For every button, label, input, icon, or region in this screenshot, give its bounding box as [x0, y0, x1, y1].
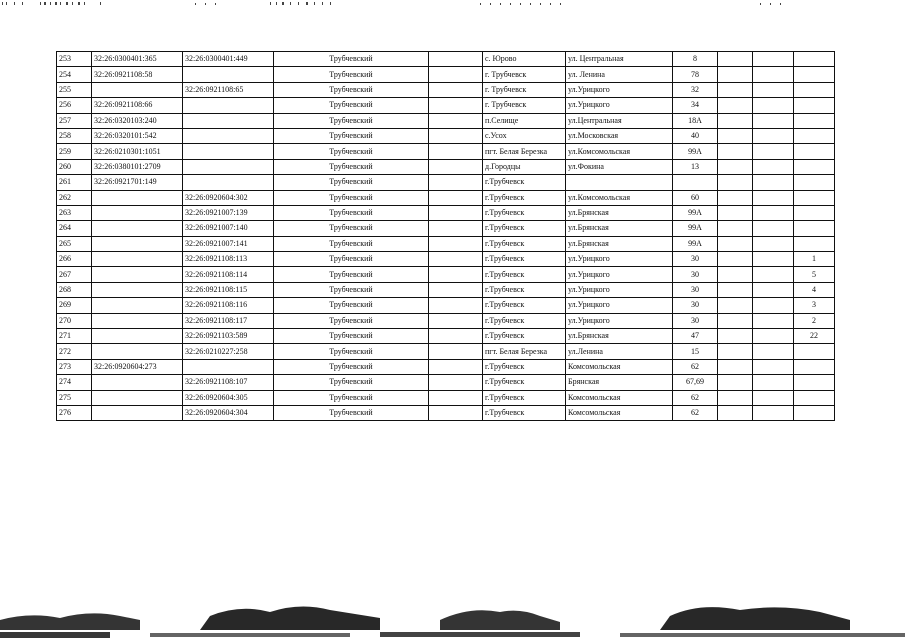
cadastral-number-cell — [92, 236, 183, 251]
empty-cell — [753, 144, 794, 159]
empty-cell — [753, 236, 794, 251]
cadastral-number-cell: 32:26:0921108:66 — [92, 98, 183, 113]
empty-cell — [429, 375, 483, 390]
row-number-cell: 270 — [57, 313, 92, 328]
empty-cell — [429, 329, 483, 344]
row-number-cell: 258 — [57, 128, 92, 143]
cadastral-number-cell: 32:26:0921108:58 — [92, 67, 183, 82]
empty-cell — [718, 159, 753, 174]
cadastral-number-cell: 32:26:0210301:1051 — [92, 144, 183, 159]
cadastral-number-cell — [92, 205, 183, 220]
locality-cell: г. Трубчевск — [483, 67, 566, 82]
registry-table — [56, 51, 835, 421]
street-cell: ул. Центральная — [566, 52, 673, 67]
row-number-cell: 261 — [57, 175, 92, 190]
street-cell: ул.Брянская — [566, 205, 673, 220]
house-number-cell: 99А — [673, 144, 718, 159]
cadastral-number-cell — [92, 329, 183, 344]
table-row — [57, 67, 835, 82]
row-number-cell: 255 — [57, 82, 92, 97]
empty-cell — [718, 175, 753, 190]
locality-cell: г.Трубчевск — [483, 175, 566, 190]
house-number-cell: 30 — [673, 298, 718, 313]
locality-cell: г.Трубчевск — [483, 282, 566, 297]
empty-cell — [753, 190, 794, 205]
row-number-cell: 257 — [57, 113, 92, 128]
street-cell: ул.Урицкого — [566, 252, 673, 267]
apartment-number-cell — [794, 159, 835, 174]
table-row — [57, 313, 835, 328]
district-cell: Трубчевский — [274, 205, 429, 220]
cadastral-number-alt-cell: 32:26:0921108:114 — [183, 267, 274, 282]
table-row — [57, 190, 835, 205]
empty-cell — [429, 236, 483, 251]
empty-cell — [429, 252, 483, 267]
street-cell: ул.Центральная — [566, 113, 673, 128]
house-number-cell: 62 — [673, 390, 718, 405]
cadastral-number-alt-cell — [183, 67, 274, 82]
table-row — [57, 52, 835, 67]
cadastral-number-cell: 32:26:0300401:365 — [92, 52, 183, 67]
empty-cell — [718, 359, 753, 374]
apartment-number-cell — [794, 344, 835, 359]
empty-cell — [718, 252, 753, 267]
empty-cell — [429, 113, 483, 128]
empty-cell — [718, 98, 753, 113]
empty-cell — [429, 298, 483, 313]
house-number-cell: 18А — [673, 113, 718, 128]
row-number-cell: 267 — [57, 267, 92, 282]
row-number-cell: 266 — [57, 252, 92, 267]
scan-noise-top — [0, 0, 905, 8]
cadastral-number-cell: 32:26:0920604:273 — [92, 359, 183, 374]
cadastral-number-alt-cell — [183, 175, 274, 190]
empty-cell — [753, 128, 794, 143]
table-row — [57, 252, 835, 267]
district-cell: Трубчевский — [274, 252, 429, 267]
table-row — [57, 221, 835, 236]
house-number-cell: 62 — [673, 359, 718, 374]
locality-cell: с. Юрово — [483, 52, 566, 67]
empty-cell — [753, 298, 794, 313]
row-number-cell: 265 — [57, 236, 92, 251]
table-row — [57, 359, 835, 374]
empty-cell — [429, 52, 483, 67]
empty-cell — [429, 190, 483, 205]
district-cell: Трубчевский — [274, 159, 429, 174]
cadastral-number-alt-cell — [183, 159, 274, 174]
house-number-cell: 30 — [673, 313, 718, 328]
district-cell: Трубчевский — [274, 190, 429, 205]
cadastral-number-alt-cell: 32:26:0920604:302 — [183, 190, 274, 205]
row-number-cell: 264 — [57, 221, 92, 236]
house-number-cell: 30 — [673, 252, 718, 267]
locality-cell: г.Трубчевск — [483, 375, 566, 390]
apartment-number-cell — [794, 205, 835, 220]
apartment-number-cell — [794, 190, 835, 205]
apartment-number-cell — [794, 144, 835, 159]
district-cell: Трубчевский — [274, 313, 429, 328]
cadastral-number-alt-cell: 32:26:0300401:449 — [183, 52, 274, 67]
empty-cell — [718, 298, 753, 313]
house-number-cell: 34 — [673, 98, 718, 113]
street-cell: ул.Комсомольская — [566, 144, 673, 159]
street-cell: Комсомольская — [566, 405, 673, 420]
locality-cell: пгт. Белая Березка — [483, 144, 566, 159]
cadastral-number-alt-cell — [183, 128, 274, 143]
cadastral-number-cell — [92, 190, 183, 205]
empty-cell — [718, 329, 753, 344]
empty-cell — [718, 282, 753, 297]
apartment-number-cell: 4 — [794, 282, 835, 297]
cadastral-number-alt-cell: 32:26:0921007:140 — [183, 221, 274, 236]
street-cell: ул.Ленина — [566, 344, 673, 359]
house-number-cell: 78 — [673, 67, 718, 82]
street-cell: ул.Фокина — [566, 159, 673, 174]
table-row — [57, 205, 835, 220]
row-number-cell: 271 — [57, 329, 92, 344]
district-cell: Трубчевский — [274, 405, 429, 420]
empty-cell — [718, 313, 753, 328]
empty-cell — [718, 144, 753, 159]
house-number-cell: 60 — [673, 190, 718, 205]
empty-cell — [753, 267, 794, 282]
cadastral-number-alt-cell: 32:26:0921108:113 — [183, 252, 274, 267]
empty-cell — [429, 67, 483, 82]
street-cell: Комсомольская — [566, 390, 673, 405]
house-number-cell — [673, 175, 718, 190]
cadastral-number-cell — [92, 267, 183, 282]
empty-cell — [718, 221, 753, 236]
district-cell: Трубчевский — [274, 298, 429, 313]
empty-cell — [753, 113, 794, 128]
table-row — [57, 282, 835, 297]
cadastral-number-alt-cell: 32:26:0921108:107 — [183, 375, 274, 390]
cadastral-number-alt-cell: 32:26:0920604:305 — [183, 390, 274, 405]
cadastral-number-alt-cell: 32:26:0921007:141 — [183, 236, 274, 251]
empty-cell — [429, 282, 483, 297]
empty-cell — [429, 128, 483, 143]
street-cell: Брянская — [566, 375, 673, 390]
empty-cell — [753, 405, 794, 420]
house-number-cell: 99А — [673, 221, 718, 236]
apartment-number-cell — [794, 359, 835, 374]
apartment-number-cell: 3 — [794, 298, 835, 313]
locality-cell: г.Трубчевск — [483, 313, 566, 328]
locality-cell: г. Трубчевск — [483, 98, 566, 113]
street-cell: ул.Брянская — [566, 329, 673, 344]
apartment-number-cell — [794, 375, 835, 390]
empty-cell — [753, 159, 794, 174]
cadastral-number-alt-cell — [183, 98, 274, 113]
table-row — [57, 267, 835, 282]
empty-cell — [753, 221, 794, 236]
empty-cell — [718, 405, 753, 420]
cadastral-number-alt-cell — [183, 113, 274, 128]
empty-cell — [429, 359, 483, 374]
empty-cell — [753, 329, 794, 344]
apartment-number-cell — [794, 113, 835, 128]
apartment-number-cell: 22 — [794, 329, 835, 344]
cadastral-number-alt-cell — [183, 359, 274, 374]
locality-cell: г. Трубчевск — [483, 82, 566, 97]
cadastral-number-alt-cell: 32:26:0210227:258 — [183, 344, 274, 359]
empty-cell — [753, 98, 794, 113]
street-cell: Комсомольская — [566, 359, 673, 374]
empty-cell — [429, 159, 483, 174]
house-number-cell: 47 — [673, 329, 718, 344]
empty-cell — [753, 344, 794, 359]
apartment-number-cell — [794, 390, 835, 405]
empty-cell — [753, 67, 794, 82]
row-number-cell: 259 — [57, 144, 92, 159]
house-number-cell: 13 — [673, 159, 718, 174]
locality-cell: д.Городцы — [483, 159, 566, 174]
cadastral-number-cell — [92, 82, 183, 97]
empty-cell — [753, 252, 794, 267]
district-cell: Трубчевский — [274, 82, 429, 97]
empty-cell — [753, 313, 794, 328]
district-cell: Трубчевский — [274, 344, 429, 359]
cadastral-number-alt-cell: 32:26:0920604:304 — [183, 405, 274, 420]
locality-cell: г.Трубчевск — [483, 267, 566, 282]
empty-cell — [753, 375, 794, 390]
apartment-number-cell — [794, 405, 835, 420]
empty-cell — [429, 405, 483, 420]
apartment-number-cell — [794, 82, 835, 97]
house-number-cell: 99А — [673, 205, 718, 220]
locality-cell: п.Селище — [483, 113, 566, 128]
house-number-cell: 62 — [673, 405, 718, 420]
locality-cell: г.Трубчевск — [483, 359, 566, 374]
apartment-number-cell — [794, 52, 835, 67]
district-cell: Трубчевский — [274, 282, 429, 297]
empty-cell — [718, 128, 753, 143]
cadastral-number-alt-cell: 32:26:0921108:115 — [183, 282, 274, 297]
cadastral-number-cell — [92, 390, 183, 405]
empty-cell — [429, 313, 483, 328]
table-row — [57, 144, 835, 159]
empty-cell — [753, 82, 794, 97]
district-cell: Трубчевский — [274, 221, 429, 236]
row-number-cell: 260 — [57, 159, 92, 174]
locality-cell: г.Трубчевск — [483, 221, 566, 236]
house-number-cell: 32 — [673, 82, 718, 97]
row-number-cell: 276 — [57, 405, 92, 420]
table-row — [57, 98, 835, 113]
street-cell: ул.Брянская — [566, 221, 673, 236]
street-cell — [566, 175, 673, 190]
table-row — [57, 390, 835, 405]
apartment-number-cell — [794, 98, 835, 113]
house-number-cell: 40 — [673, 128, 718, 143]
empty-cell — [718, 236, 753, 251]
empty-cell — [718, 52, 753, 67]
street-cell: ул.Урицкого — [566, 282, 673, 297]
table-row — [57, 159, 835, 174]
cadastral-number-cell — [92, 344, 183, 359]
empty-cell — [753, 359, 794, 374]
empty-cell — [429, 221, 483, 236]
house-number-cell: 30 — [673, 282, 718, 297]
apartment-number-cell: 2 — [794, 313, 835, 328]
row-number-cell: 272 — [57, 344, 92, 359]
district-cell: Трубчевский — [274, 128, 429, 143]
empty-cell — [753, 282, 794, 297]
district-cell: Трубчевский — [274, 375, 429, 390]
empty-cell — [718, 113, 753, 128]
district-cell: Трубчевский — [274, 267, 429, 282]
district-cell: Трубчевский — [274, 67, 429, 82]
table-row — [57, 298, 835, 313]
table-row — [57, 405, 835, 420]
row-number-cell: 253 — [57, 52, 92, 67]
locality-cell: г.Трубчевск — [483, 329, 566, 344]
apartment-number-cell — [794, 128, 835, 143]
apartment-number-cell: 1 — [794, 252, 835, 267]
empty-cell — [753, 52, 794, 67]
street-cell: ул.Брянская — [566, 236, 673, 251]
apartment-number-cell: 5 — [794, 267, 835, 282]
locality-cell: г.Трубчевск — [483, 252, 566, 267]
empty-cell — [753, 205, 794, 220]
cadastral-number-alt-cell — [183, 144, 274, 159]
row-number-cell: 274 — [57, 375, 92, 390]
row-number-cell: 275 — [57, 390, 92, 405]
house-number-cell: 15 — [673, 344, 718, 359]
apartment-number-cell — [794, 236, 835, 251]
district-cell: Трубчевский — [274, 236, 429, 251]
district-cell: Трубчевский — [274, 52, 429, 67]
street-cell: ул.Урицкого — [566, 313, 673, 328]
empty-cell — [429, 205, 483, 220]
row-number-cell: 262 — [57, 190, 92, 205]
cadastral-number-cell — [92, 375, 183, 390]
row-number-cell: 273 — [57, 359, 92, 374]
cadastral-number-alt-cell: 32:26:0921007:139 — [183, 205, 274, 220]
house-number-cell: 30 — [673, 267, 718, 282]
cadastral-number-alt-cell: 32:26:0921108:116 — [183, 298, 274, 313]
apartment-number-cell — [794, 221, 835, 236]
row-number-cell: 268 — [57, 282, 92, 297]
scan-noise-bottom — [0, 590, 905, 640]
row-number-cell: 256 — [57, 98, 92, 113]
empty-cell — [718, 375, 753, 390]
empty-cell — [429, 267, 483, 282]
table-row — [57, 128, 835, 143]
table-row — [57, 175, 835, 190]
empty-cell — [718, 82, 753, 97]
empty-cell — [718, 267, 753, 282]
district-cell: Трубчевский — [274, 359, 429, 374]
street-cell: ул.Комсомольская — [566, 190, 673, 205]
cadastral-number-cell — [92, 252, 183, 267]
district-cell: Трубчевский — [274, 329, 429, 344]
table-row — [57, 375, 835, 390]
district-cell: Трубчевский — [274, 390, 429, 405]
empty-cell — [718, 205, 753, 220]
locality-cell: г.Трубчевск — [483, 390, 566, 405]
table-row — [57, 236, 835, 251]
empty-cell — [429, 82, 483, 97]
house-number-cell: 8 — [673, 52, 718, 67]
table-row — [57, 344, 835, 359]
cadastral-number-cell: 32:26:0320103:240 — [92, 113, 183, 128]
empty-cell — [753, 390, 794, 405]
empty-cell — [718, 190, 753, 205]
locality-cell: г.Трубчевск — [483, 190, 566, 205]
street-cell: ул.Урицкого — [566, 298, 673, 313]
locality-cell: с.Усох — [483, 128, 566, 143]
cadastral-number-cell — [92, 221, 183, 236]
cadastral-number-alt-cell: 32:26:0921103:589 — [183, 329, 274, 344]
cadastral-number-cell — [92, 405, 183, 420]
row-number-cell: 269 — [57, 298, 92, 313]
empty-cell — [429, 98, 483, 113]
cadastral-number-cell: 32:26:0921701:149 — [92, 175, 183, 190]
cadastral-number-alt-cell: 32:26:0921108:65 — [183, 82, 274, 97]
registry-table-body — [57, 52, 835, 421]
table-row — [57, 113, 835, 128]
house-number-cell: 99А — [673, 236, 718, 251]
street-cell: ул.Урицкого — [566, 82, 673, 97]
empty-cell — [429, 144, 483, 159]
table-row — [57, 82, 835, 97]
street-cell: ул. Ленина — [566, 67, 673, 82]
district-cell: Трубчевский — [274, 98, 429, 113]
cadastral-number-cell — [92, 298, 183, 313]
empty-cell — [429, 344, 483, 359]
empty-cell — [753, 175, 794, 190]
row-number-cell: 254 — [57, 67, 92, 82]
table-row — [57, 329, 835, 344]
locality-cell: г.Трубчевск — [483, 298, 566, 313]
empty-cell — [718, 67, 753, 82]
cadastral-number-cell: 32:26:0320101:542 — [92, 128, 183, 143]
street-cell: ул.Урицкого — [566, 267, 673, 282]
empty-cell — [429, 390, 483, 405]
cadastral-number-cell — [92, 313, 183, 328]
district-cell: Трубчевский — [274, 175, 429, 190]
cadastral-number-cell — [92, 282, 183, 297]
locality-cell: г.Трубчевск — [483, 236, 566, 251]
empty-cell — [718, 390, 753, 405]
district-cell: Трубчевский — [274, 144, 429, 159]
locality-cell: г.Трубчевск — [483, 405, 566, 420]
locality-cell: г.Трубчевск — [483, 205, 566, 220]
apartment-number-cell — [794, 67, 835, 82]
district-cell: Трубчевский — [274, 113, 429, 128]
street-cell: ул.Московская — [566, 128, 673, 143]
house-number-cell: 67,69 — [673, 375, 718, 390]
street-cell: ул.Урицкого — [566, 98, 673, 113]
locality-cell: пгт. Белая Березка — [483, 344, 566, 359]
apartment-number-cell — [794, 175, 835, 190]
empty-cell — [429, 175, 483, 190]
row-number-cell: 263 — [57, 205, 92, 220]
cadastral-number-cell: 32:26:0380101:2709 — [92, 159, 183, 174]
cadastral-number-alt-cell: 32:26:0921108:117 — [183, 313, 274, 328]
empty-cell — [718, 344, 753, 359]
